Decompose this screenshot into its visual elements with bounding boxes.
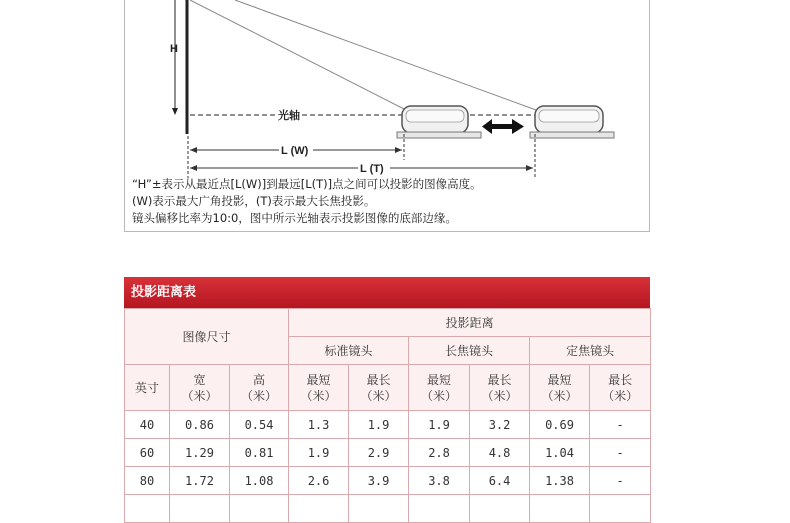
distance-header: 投影距离 — [289, 309, 651, 337]
projector-near — [397, 106, 481, 138]
table-cell: 1.04 — [530, 439, 590, 467]
table-cell: 3.8 — [409, 467, 470, 495]
col-header: 最短 （米） — [530, 365, 590, 411]
col-header: 英寸 — [125, 365, 170, 411]
caption-line-3: 镜头偏移比率为10:0，图中所示光轴表示投影图像的底部边缘。 — [132, 211, 457, 225]
table-row — [125, 411, 651, 439]
table-cell: 3.9 — [349, 467, 409, 495]
lens-tele-header: 长焦镜头 — [409, 337, 530, 365]
table-cell: 4.8 — [470, 439, 530, 467]
col-header: 最短 （米） — [409, 365, 470, 411]
lens-standard-header: 标准镜头 — [289, 337, 409, 365]
table-cell: 60 — [125, 439, 170, 467]
col-header: 最长 （米） — [470, 365, 530, 411]
table-cell: 1.9 — [289, 439, 349, 467]
col-header: 最长 （米） — [590, 365, 651, 411]
distance-table-grid — [124, 308, 651, 523]
table-cell: 1.29 — [170, 439, 230, 467]
table-cell: 0.69 — [530, 411, 590, 439]
projection-distance-table — [124, 277, 650, 523]
lt-label: L (T) — [360, 163, 384, 175]
caption-line-1: “H”±表示从最近点[L(W)]到最远[L(T)]点之间可以投影的图像高度。 — [132, 177, 482, 191]
table-cell: 40 — [125, 411, 170, 439]
table-row-partial — [125, 495, 651, 523]
lw-label: L (W) — [281, 145, 309, 157]
table-cell: 1.9 — [409, 411, 470, 439]
col-header: 高 （米） — [230, 365, 289, 411]
table-row — [125, 467, 651, 495]
table-cell: - — [590, 467, 651, 495]
table-cell: 1.72 — [170, 467, 230, 495]
projection-diagram — [0, 0, 790, 232]
table-cell: 1.9 — [349, 411, 409, 439]
image-size-header: 图像尺寸 — [125, 309, 289, 365]
table-cell: 2.6 — [289, 467, 349, 495]
double-arrow-icon — [482, 119, 524, 134]
table-cell: 0.81 — [230, 439, 289, 467]
table-cell: 3.2 — [470, 411, 530, 439]
table-cell: 0.54 — [230, 411, 289, 439]
table-cell: - — [590, 439, 651, 467]
table-cell: 1.38 — [530, 467, 590, 495]
table-cell: 1.3 — [289, 411, 349, 439]
table-cell: 2.9 — [349, 439, 409, 467]
table-title: 投影距离表 — [124, 277, 650, 308]
optical-axis-label: 光轴 — [278, 110, 300, 122]
table-cell: - — [590, 411, 651, 439]
table-row — [125, 439, 651, 467]
table-cell: 6.4 — [470, 467, 530, 495]
caption-line-2: (W)表示最大广角投影，(T)表示最大长焦投影。 — [132, 194, 376, 208]
h-label: H — [170, 43, 178, 55]
table-cell: 80 — [125, 467, 170, 495]
lens-fixed-header: 定焦镜头 — [530, 337, 651, 365]
table-cell: 2.8 — [409, 439, 470, 467]
projector-far — [530, 106, 614, 138]
table-cell: 0.86 — [170, 411, 230, 439]
table-cell: 1.08 — [230, 467, 289, 495]
col-header: 最长 （米） — [349, 365, 409, 411]
col-header: 宽 （米） — [170, 365, 230, 411]
col-header: 最短 （米） — [289, 365, 349, 411]
